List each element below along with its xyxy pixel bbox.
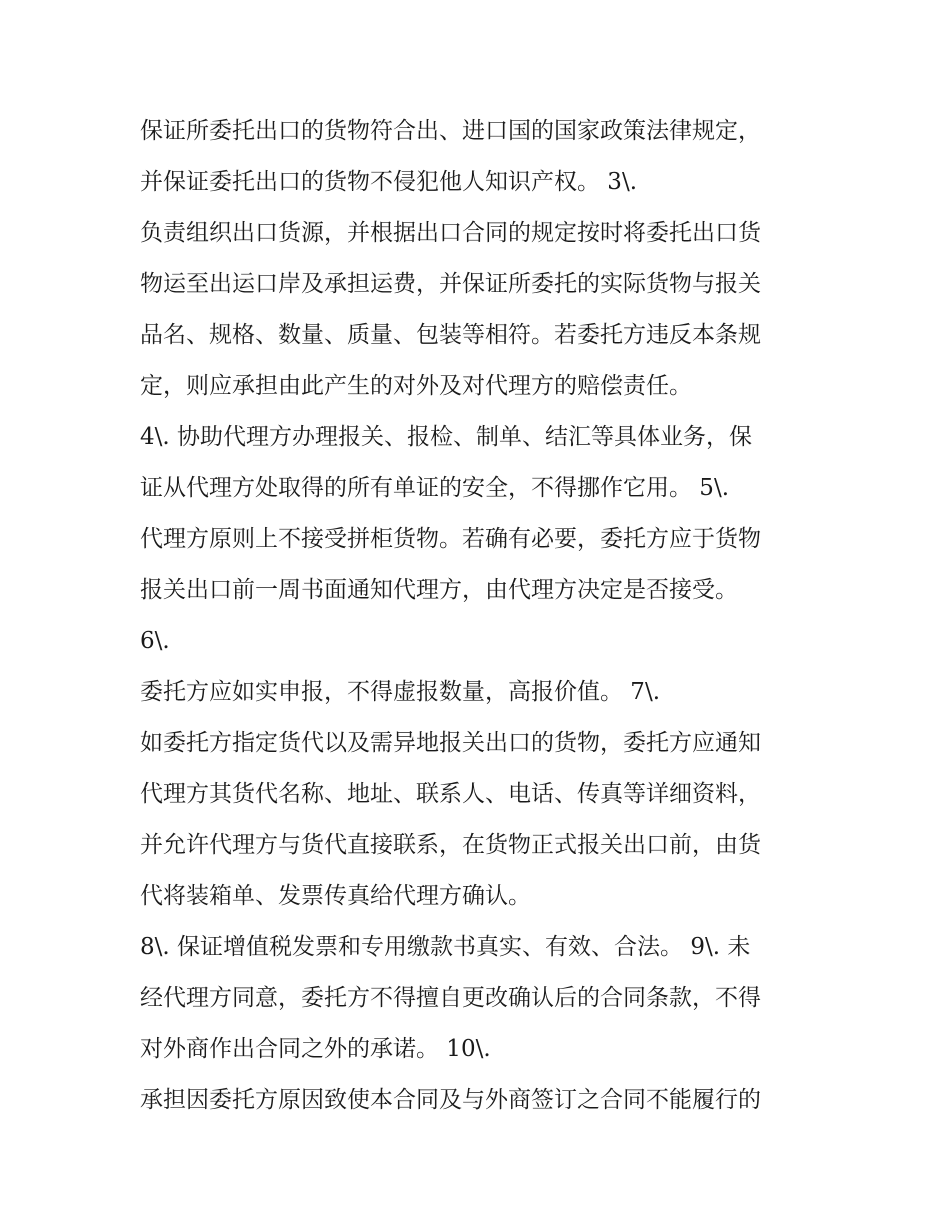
text-line: 对外商作出合同之外的承诺。 10\. — [140, 1036, 491, 1062]
text-line: 物运至出运口岸及承担运费，并保证所委托的实际货物与报关 — [140, 271, 761, 297]
text-line: 证从代理方处取得的所有单证的安全，不得挪作它用。 5\. — [140, 475, 730, 501]
text-line: 并保证委托出口的货物不侵犯他人知识产权。 3\. — [140, 169, 638, 195]
text-line: 定，则应承担由此产生的对外及对代理方的赔偿责任。 — [140, 373, 692, 399]
text-line: 负责组织出口货源，并根据出口合同的规定按时将委托出口货 — [140, 220, 761, 246]
text-line: 经代理方同意，委托方不得擅自更改确认后的合同条款，不得 — [140, 985, 761, 1011]
text-line: 承担因委托方原因致使本合同及与外商签订之合同不能履行的 — [140, 1087, 761, 1113]
text-line: 保证所委托出口的货物符合出、进口国的国家政策法律规定， — [140, 118, 761, 144]
text-line: 如委托方指定货代以及需异地报关出口的货物，委托方应通知 — [140, 730, 761, 756]
text-line: 委托方应如实申报，不得虚报数量，高报价值。 7\. — [140, 679, 661, 705]
text-line: 并允许代理方与货代直接联系，在货物正式报关出口前，由货 — [140, 832, 761, 858]
text-line: 4\. 协助代理方办理报关、报检、制单、结汇等具体业务，保 — [140, 424, 753, 450]
text-line: 代将装箱单、发票传真给代理方确认。 — [140, 883, 531, 909]
text-line: 6\. — [140, 628, 170, 654]
text-line: 报关出口前一周书面通知代理方，由代理方决定是否接受。 — [140, 577, 738, 603]
text-line: 代理方原则上不接受拼柜货物。若确有必要，委托方应于货物 — [140, 526, 761, 552]
document-body — [140, 106, 830, 1126]
text-line: 代理方其货代名称、地址、联系人、电话、传真等详细资料， — [140, 781, 761, 807]
text-line: 8\. 保证增值税发票和专用缴款书真实、有效、合法。 9\. 未 — [140, 934, 751, 960]
text-line: 品名、规格、数量、质量、包装等相符。若委托方违反本条规 — [140, 322, 761, 348]
